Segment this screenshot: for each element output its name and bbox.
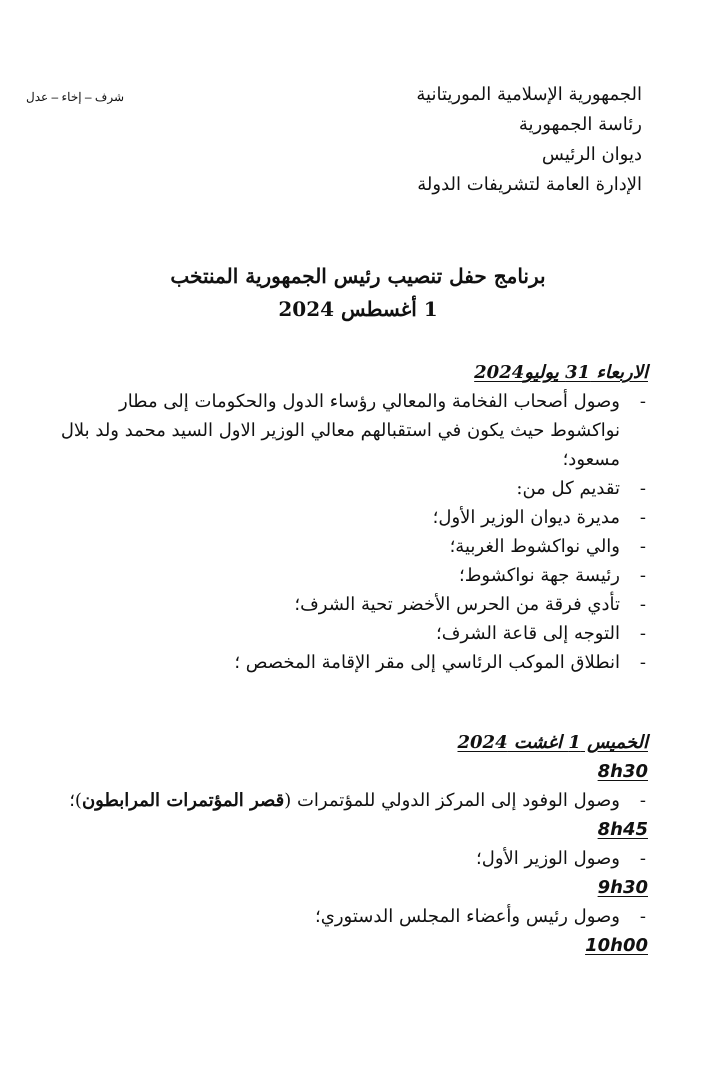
header-line-cabinet: ديوان الرئيس (541, 144, 642, 165)
list-item: - وصول رئيس وأعضاء المجلس الدستوري؛ (315, 906, 646, 927)
list-item: - انطلاق الموكب الرئاسي إلى مقر الإقامة المخصص ؛ (234, 652, 646, 673)
list-item: - تقديم كل من: (516, 478, 646, 499)
time-slot: 10h00 (585, 935, 648, 956)
list-item: - وصول الوفود إلى المركز الدولي للمؤتمرات (قصر المؤتمرات المرابطون)؛ (69, 790, 646, 811)
document-title: برنامج حفل تنصيب رئيس الجمهورية المنتخب (170, 264, 546, 288)
day2-list-3 (48, 902, 648, 931)
time-slot: 8h45 (597, 819, 648, 840)
header-line-protocol: الإدارة العامة لتشريفات الدولة (417, 174, 642, 195)
day1-section (48, 358, 648, 677)
list-item: - رئيسة جهة نواكشوط؛ (459, 565, 646, 586)
time-slot: 8h30 (597, 761, 648, 782)
list-item: - التوجه إلى قاعة الشرف؛ (436, 623, 646, 644)
time-slot: 9h30 (597, 877, 648, 898)
day2-list-1 (48, 786, 648, 815)
header-line-country: الجمهورية الإسلامية الموريتانية (416, 84, 642, 105)
list-item: - مديرة ديوان الوزير الأول؛ (432, 507, 646, 528)
day1-list (48, 387, 648, 677)
day1-heading: الاربعاء 31 يوليو2024 (474, 362, 648, 383)
letterhead (416, 80, 642, 200)
national-motto: شرف – إخاء – عدل (26, 90, 125, 104)
header-line-presidency: رئاسة الجمهورية (518, 114, 642, 135)
day2-heading: الخميس 1 اغشت 2024 (457, 732, 648, 753)
day2-list-2 (48, 844, 648, 873)
list-item: - وصول أصحاب الفخامة والمعالي رؤساء الدول والحكومات إلى مطار نواكشوط حيث يكون في استقبالهم معالي الوزير الاول السيد محمد ولد بلال مسعود؛ (60, 391, 646, 470)
list-item: - والي نواكشوط الغربية؛ (449, 536, 646, 557)
day2-section (48, 728, 648, 960)
list-item: - وصول الوزير الأول؛ (476, 848, 646, 869)
document-subtitle: 1 أغسطس 2024 (278, 297, 438, 321)
list-item: - تأدي فرقة من الحرس الأخضر تحية الشرف؛ (294, 594, 646, 615)
